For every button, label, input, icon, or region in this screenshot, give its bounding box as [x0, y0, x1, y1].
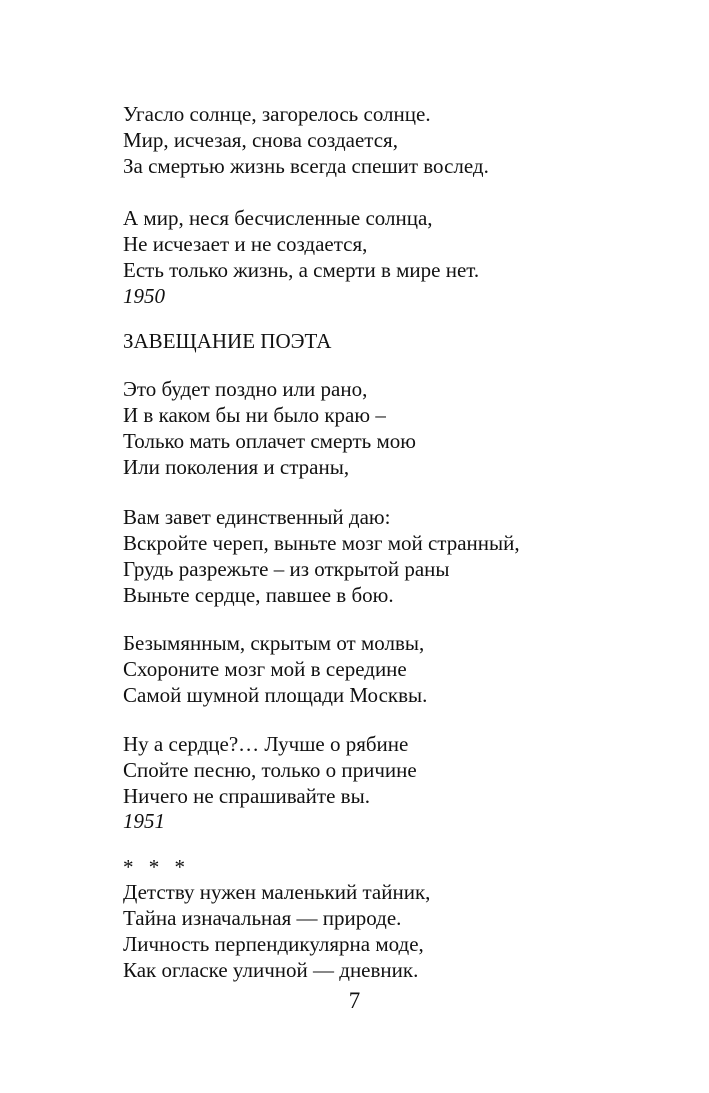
poem-line: Угасло солнце, загорелось солнце.	[123, 102, 431, 126]
poem-line: Это будет поздно или рано,	[123, 377, 368, 401]
poem-line: Спойте песню, только о причине	[123, 758, 417, 782]
poem-line: Личность перпендикулярна моде,	[123, 932, 424, 956]
poem-line: Вам завет единственный даю:	[123, 505, 391, 529]
poem-line: Мир, исчезая, снова создается,	[123, 128, 398, 152]
poem-line: Грудь разрежьте – из открытой раны	[123, 557, 450, 581]
poem-line: Только мать оплачет смерть мою	[123, 429, 416, 453]
poem-line: Или поколения и страны,	[123, 455, 350, 479]
poem-title: ЗАВЕЩАНИЕ ПОЭТА	[123, 329, 332, 353]
poem-line: И в каком бы ни было краю –	[123, 403, 386, 427]
poem-line: Не исчезает и не создается,	[123, 232, 368, 256]
poem-year: 1950	[123, 284, 165, 308]
poem-line: Выньте сердце, павшее в бою.	[123, 583, 394, 607]
poem-line: Есть только жизнь, а смерти в мире нет.	[123, 258, 480, 282]
poem-line: За смертью жизнь всегда спешит вослед.	[123, 154, 489, 178]
poem-line: Вскройте череп, выньте мозг мой странный,	[123, 531, 520, 555]
poem-line: Безымянным, скрытым от молвы,	[123, 631, 425, 655]
stanza-separator: * * *	[123, 855, 185, 879]
page-number: 7	[348, 988, 361, 1013]
poem-line: А мир, неся бесчисленные солнца,	[123, 206, 433, 230]
poem-year: 1951	[123, 809, 165, 833]
poem-line: Самой шумной площади Москвы.	[123, 683, 428, 707]
poem-line: Как огласке уличной — дневник.	[123, 958, 419, 982]
poem-line: Схороните мозг мой в середине	[123, 657, 407, 681]
poem-line: Детству нужен маленький тайник,	[123, 880, 431, 904]
poem-line: Тайна изначальная — природе.	[123, 906, 402, 930]
poem-line: Ну а сердце?… Лучше о рябине	[123, 732, 409, 756]
poem-line: Ничего не спрашивайте вы.	[123, 784, 370, 808]
